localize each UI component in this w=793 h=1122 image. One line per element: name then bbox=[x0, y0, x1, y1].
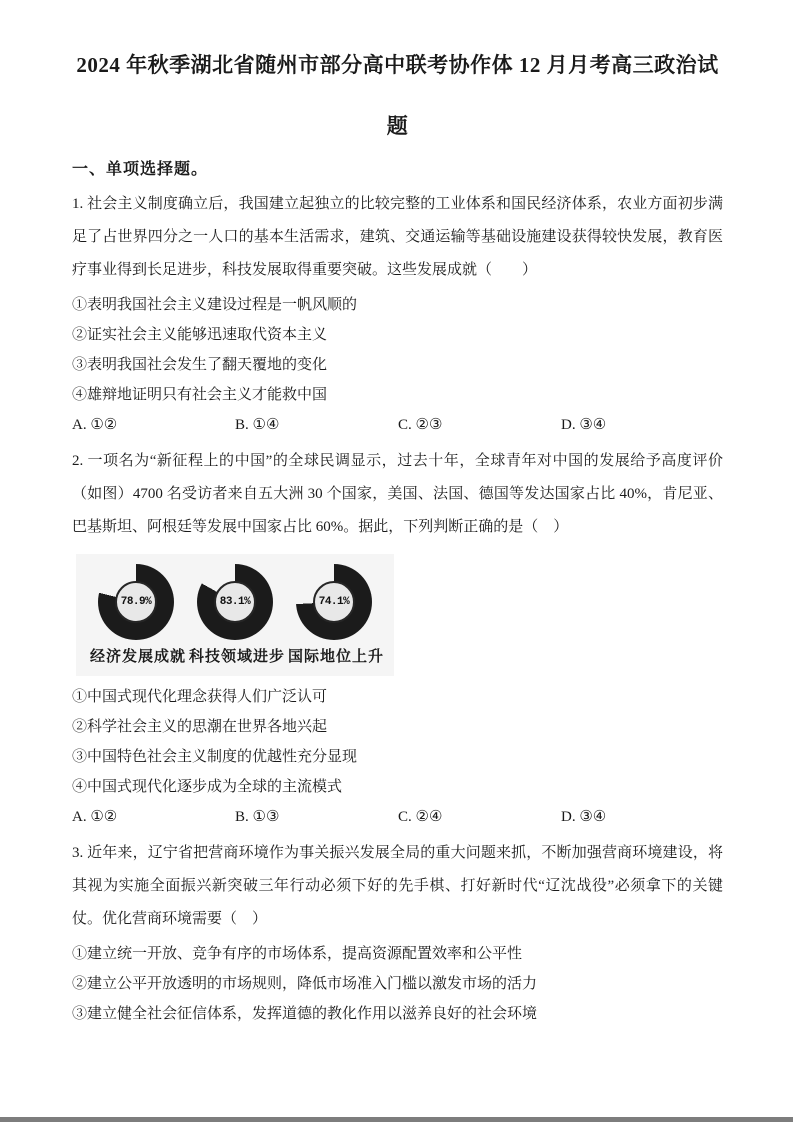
option-d: D. ③④ bbox=[561, 417, 607, 433]
question-2 bbox=[72, 445, 723, 832]
question-1-statements bbox=[72, 290, 723, 410]
option-c: C. ②④ bbox=[398, 809, 443, 825]
option-b: B. ①④ bbox=[235, 417, 280, 433]
pie-category-label: 经济发展成就 bbox=[90, 649, 187, 665]
option-a: A. ①② bbox=[72, 809, 118, 825]
question-2-statements bbox=[72, 682, 723, 802]
section-header: 一、单项选择题。 bbox=[72, 161, 209, 178]
statement-2: ②科学社会主义的思潮在世界各地兴起 bbox=[72, 719, 328, 735]
question-1-stem: 1. 社会主义制度确立后，我国建立起独立的比较完整的工业体系和国民经济体系，农业方面初步满足了占世界四分之一人口的基本生活需求，建筑、交通运输等基础设施建设获得较快发展，教育医疗事业得到长足进步，科技发展取得重要突破。这些发展成就（ ） bbox=[72, 196, 723, 278]
option-d: D. ③④ bbox=[561, 809, 607, 825]
page-title-line-1: 2024 年秋季湖北省随州市部分高中联考协作体 12 月月考高三政治试 bbox=[76, 53, 719, 77]
page-bottom-border bbox=[0, 1117, 793, 1122]
pie-category-label: 国际地位上升 bbox=[288, 649, 385, 665]
pie-chart-international bbox=[288, 564, 385, 676]
pie-chart-economic bbox=[90, 564, 187, 676]
survey-pie-charts bbox=[76, 554, 394, 676]
statement-3: ③表明我国社会发生了翻天覆地的变化 bbox=[72, 357, 328, 373]
donut-chart bbox=[98, 564, 174, 640]
option-c: C. ②③ bbox=[398, 417, 443, 433]
question-3 bbox=[72, 837, 723, 1029]
statement-1: ①表明我国社会主义建设过程是一帆风顺的 bbox=[72, 297, 358, 313]
option-b: B. ①③ bbox=[235, 809, 280, 825]
pie-value-label: 83.1% bbox=[214, 581, 256, 623]
question-2-options bbox=[72, 802, 723, 832]
question-3-stem: 3. 近年来，辽宁省把营商环境作为事关振兴发展全局的重大问题来抓，不断加强营商环境建设，将其视为实施全面振兴新突破三年行动必须下好的先手棋、打好新时代“辽沈战役”必须拿下的关键仗。优化营商环境需要（ ） bbox=[72, 845, 723, 927]
donut-chart bbox=[296, 564, 372, 640]
question-1-options bbox=[72, 410, 723, 440]
question-3-statements bbox=[72, 939, 723, 1029]
question-1 bbox=[72, 188, 723, 440]
question-2-stem: 2. 一项名为“新征程上的中国”的全球民调显示，过去十年，全球青年对中国的发展给予高度评价（如图）4700 名受访者来自五大洲 30 个国家，美国、法国、德国等发达国家占比 40%，肯尼亚、巴基斯坦、阿根廷等发展中国家占比 60%。据此，下列判断正确的是（ ） bbox=[72, 453, 723, 535]
pie-value-label: 78.9% bbox=[115, 581, 157, 623]
pie-category-label: 科技领域进步 bbox=[189, 649, 286, 665]
option-a: A. ①② bbox=[72, 417, 118, 433]
statement-1: ①中国式现代化理念获得人们广泛认可 bbox=[72, 689, 328, 705]
page-title bbox=[72, 50, 723, 141]
statement-2: ②证实社会主义能够迅速取代资本主义 bbox=[72, 327, 328, 343]
donut-chart bbox=[197, 564, 273, 640]
statement-1: ①建立统一开放、竞争有序的市场体系，提高资源配置效率和公平性 bbox=[72, 946, 523, 962]
statement-4: ④中国式现代化逐步成为全球的主流模式 bbox=[72, 779, 343, 795]
pie-value-label: 74.1% bbox=[313, 581, 355, 623]
statement-2: ②建立公平开放透明的市场规则，降低市场准入门槛以激发市场的活力 bbox=[72, 976, 538, 992]
page-title-line-2: 题 bbox=[386, 114, 409, 138]
statement-3: ③中国特色社会主义制度的优越性充分显现 bbox=[72, 749, 358, 765]
pie-chart-technology bbox=[189, 564, 286, 676]
statement-4: ④雄辩地证明只有社会主义才能救中国 bbox=[72, 387, 328, 403]
statement-3: ③建立健全社会征信体系，发挥道德的教化作用以滋养良好的社会环境 bbox=[72, 1006, 538, 1022]
